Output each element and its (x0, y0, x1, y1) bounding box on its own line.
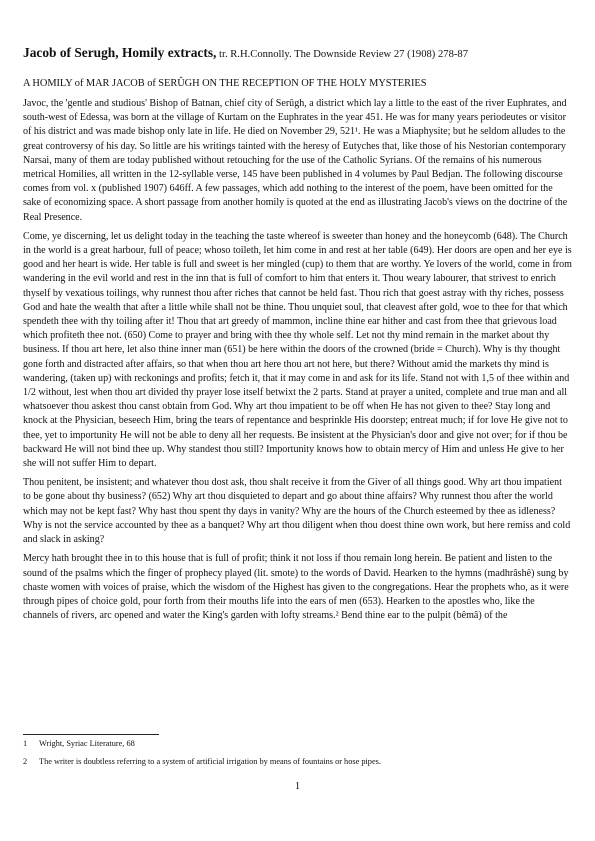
footnotes (23, 738, 572, 774)
section-heading: A HOMILY of MAR JACOB of SERÛGH ON THE RECEPTION OF THE HOLY MYSTERIES (23, 78, 427, 89)
footnote-number: 1 (23, 739, 28, 748)
title-bold: Jacob of Serugh, Homily extracts, (23, 45, 217, 60)
paragraph-thou-penitent: Thou penitent, be insistent; and whatever thou dost ask, thou shalt receive it from the Giver of all things good. Why art thou impatient to be gone about thy business? (652) Why art thou disquieted to depart and go about thine affairs? Why runnest thou after the world which may not be kept fast? Why hast thou spent thy days in vanity? Why are the hours of the Church esteemed by thee as idleness? Why is not the service accounted by thee as a banquet? Why art thou diligent when thou doest thine own work, but here remiss and cold and slack in asking? (23, 477, 571, 546)
footnote-number: 2 (23, 757, 28, 766)
footnote-text: Wright, Syriac Literature, 68 (39, 739, 135, 748)
document-title (23, 44, 572, 63)
footnote-divider (23, 734, 159, 735)
footnote-1 (23, 738, 572, 750)
paragraph-come-ye-discerning: Come, ye discerning, let us delight today in the teaching the taste whereof is sweeter than honey and the honeycomb (648). The Church in the world is a great harbour, full of peace; whoso toileth, let him come in and rest at her table (649). Her doors are open and her eye is good and her heart is wide. Her table is full and sweet is her mingled (cup) to them that are worthy. Ye lovers of the world, come in from wandering in the evil world and rest in the inn that is full of comfort to him that enters it. Thou weary labourer, that strivest to enrich thyself by vexatious toilings, why runnest thou after riches that cannot be held fast. Thou rich that goest astray with thy riches, possess God and hate the wealth that after a little while shall not be thine. Thou unquiet soul, that cleavest after gold, woe to thee for that which spendeth thee with thy toiling after it! Thou that art greedy of mammon, incline thine ear hither and cast from thee that grievous load which profiteth thee not. (650) Come to prayer and bring with thee thy whole self. Let not thy mind remain in the market about thy business. If thou art here, let also thine inner man (651) be here within the doors of the crowned (bride = Church). Why is thy thought gone forth and distracted after affairs, so that when thou art here thou art not here, but there? Without amid the markets thy mind is wandering, (taken up) with reckonings and profits; fetch it, that it may come in and ask for its life. Stand not with 1,5 of thee within and 1/2 without, lest when thou art divided thy prayer lose itself betwixt the 2 parts. Stand at prayer a united, complete and true man and all whatsoever thou askest thou canst obtain from God. Why art thou impatient to be off when He has not given to thee? Stay long and knock at the Physician, beseech Him, bring the tears of repentance and besprinkle His doorstep; entreat much; if for love He give not to thee, yet to importunity He will not be able to deny all her requests. Be insistent at the Physician's door and give not over; for if thou be backward He will not bind thee up. Why standest thou still? Importunity knows how to obtain mercy of Him and unless He give to her she will not suffer Him to depart. (23, 230, 572, 470)
page-number: 1 (294, 781, 301, 792)
paragraph-intro: Javoc, the 'gentle and studious' Bishop of Batnan, chief city of Serûgh, a district which lay a little to the east of the river Euphrates, and south-west of Edessa, was born at the village of Kurtam on the Euphrates in the year 451. He was for many years periodeutes or visitor of his district and was made bishop only late in life. He died on November 29, 521¹. He was a Miaphysite; but he seldom alludes to the great controversy of his day. So little are his writings tainted with the heresy of Eutyches that, like those of his Nestorian contemporary Narsai, many of them are today published without retouching for the use of the Catholic Syrians. Of the remains of his numerous metrical Homilies, all written in the 12-syllable verse, 145 have been published in 4 volumes by Paul Bedjan. The following discourse comes from vol. x (published 1907) 646ff. A few passages, which add nothing to the interest of the poem, have been omitted for the sake of economizing space. A short passage from another homily is quoted at the end as illustrating Jacob's views on the doctrine of the Real Presence. (23, 98, 568, 223)
document-page (23, 44, 572, 628)
footnote-2 (23, 756, 572, 768)
title-citation: tr. R.H.Connolly. The Downside Review 27 (1908) 278-87 (216, 49, 468, 60)
footnote-text: The writer is doubtless referring to a system of artificial irrigation by means of fountains or hose pipes. (39, 757, 381, 766)
paragraph-mercy-hath-brought: Mercy hath brought thee in to this house that is full of profit; think it not loss if thou remain long herein. Be patient and listen to the sound of the psalms which the finger of prophecy played (lit. smote) to the words of David. Hearken to the hymns (madhrâshê) sung by chaste women with voices of praise, which the wisdom of the Highest has given to the congregations. Hear the prophets who, as it were through pipes of choice gold, pour forth from their mouths life into the ears of men (653). Hearken to the apostles who, like the channels of rivers, arc opened and water the King's garden with lofty streams.² Bend thine ear to the pulpit (bêmâ) of the (23, 553, 569, 622)
